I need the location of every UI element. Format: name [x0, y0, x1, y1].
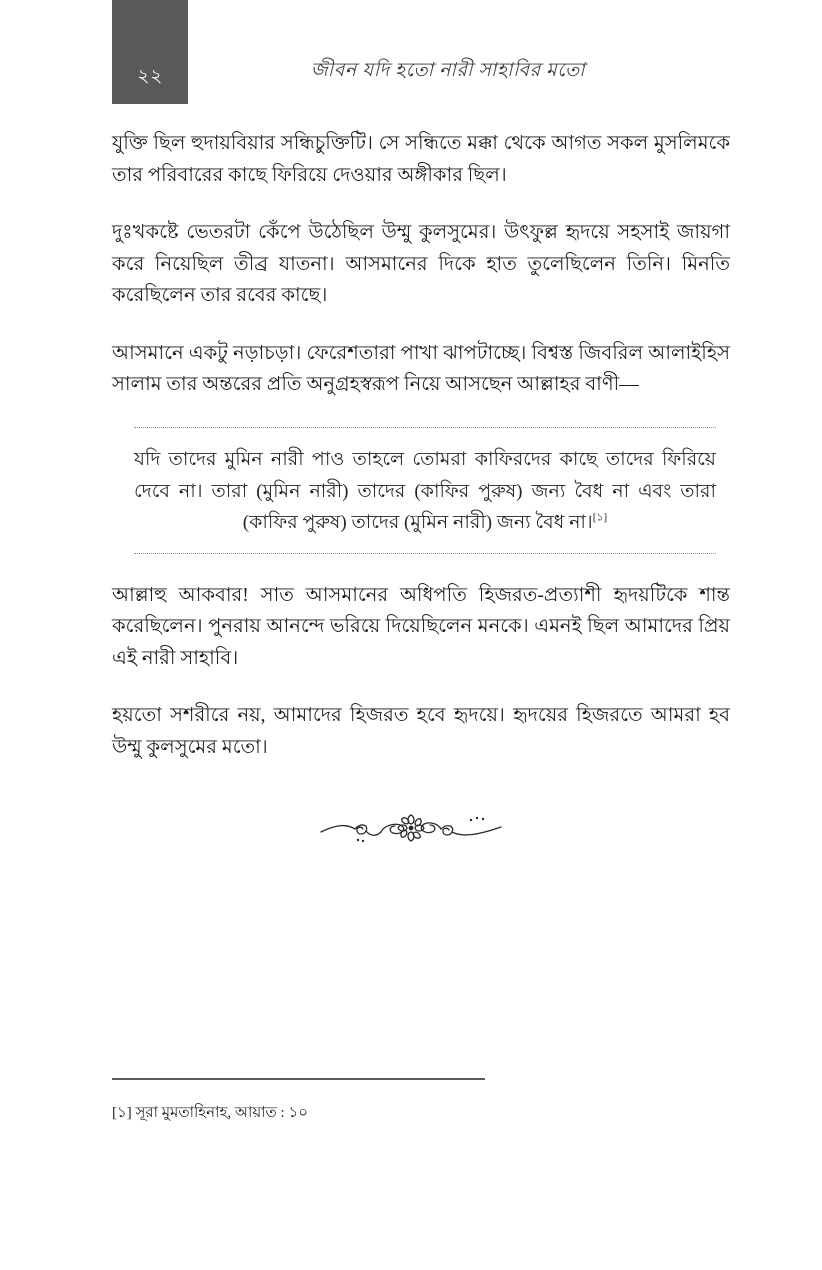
quote-text-wrapper	[134, 444, 716, 539]
paragraph-1: যুক্তি ছিল হুদায়বিয়ার সন্ধিচুক্তিটি। সে সন্ধিতে মক্কা থেকে আগত সকল মুসলিমকে তার পরিবারের কাছে ফিরিয়ে দেওয়ার অঙ্গীকার ছিল।	[112, 133, 730, 186]
floral-divider-ornament	[311, 800, 511, 856]
paragraph-5: হয়তো সশরীরে নয়, আমাদের হিজরত হবে হৃদয়ে। হৃদয়ের হিজরতে আমরা হব উম্মু কুলসুমের মতো।	[112, 705, 730, 758]
footnote-item-1: [১] সূরা মুমতাহিনাহ, আয়াত : ১০	[112, 1105, 308, 1121]
book-title-text: জীবন যদি হতো নারী সাহাবির মতো	[310, 60, 586, 81]
footnote-area	[112, 1078, 730, 1125]
book-title-header	[188, 0, 708, 104]
footnote-separator-rule	[112, 1078, 485, 1080]
page-number-box	[112, 0, 188, 104]
paragraph-3: আসমানে একটু নড়াচড়া। ফেরেশতারা পাখা ঝাপটাচ্ছে। বিশ্বস্ত জিবরিল আলাইহিস সালাম তার অন্তরের প্রতি অনুগ্রহস্বরূপ নিয়ে আসছেন আল্লাহর বাণী—	[112, 342, 730, 396]
footnote-reference-marker[interactable]: [১]	[592, 511, 608, 524]
paragraph-4: আল্লাহু আকবার! সাত আসমানের অধিপতি হিজরত-প্রত্যাশী হৃদয়টিকে শান্ত করেছিলেন। পুনরায় আনন্দে ভরিয়ে দিয়েছিলেন মনকে। এমনই ছিল আমাদের প্রিয় এই নারী সাহাবি।	[112, 584, 730, 669]
quote-text: যদি তাদের মুমিন নারী পাও তাহলে তোমরা কাফিরদের কাছে তাদের ফিরিয়ে দেবে না। তারা (মুমিন নারী) তাদের (কাফির পুরুষ) জন্য বৈধ না এবং তারা (কাফির পুরুষ) তাদের (মুমিন নারী) জন্য বৈধ না।	[134, 449, 716, 534]
paragraph-2: দুঃখকষ্টে ভেতরটা কেঁপে উঠেছিল উম্মু কুলসুমের। উৎফুল্ল হৃদয়ে সহসাই জায়গা করে নিয়েছিল তীব্র যাতনা। আসমানের দিকে হাত তুলেছিলেন তিনি। মিনতি করেছিলেন তার রবের কাছে।	[112, 222, 730, 307]
page-number: ২২	[137, 66, 163, 87]
section-divider	[0, 800, 822, 856]
quran-quote-block	[134, 427, 716, 554]
running-header	[0, 0, 822, 104]
body-text-column	[112, 128, 730, 764]
